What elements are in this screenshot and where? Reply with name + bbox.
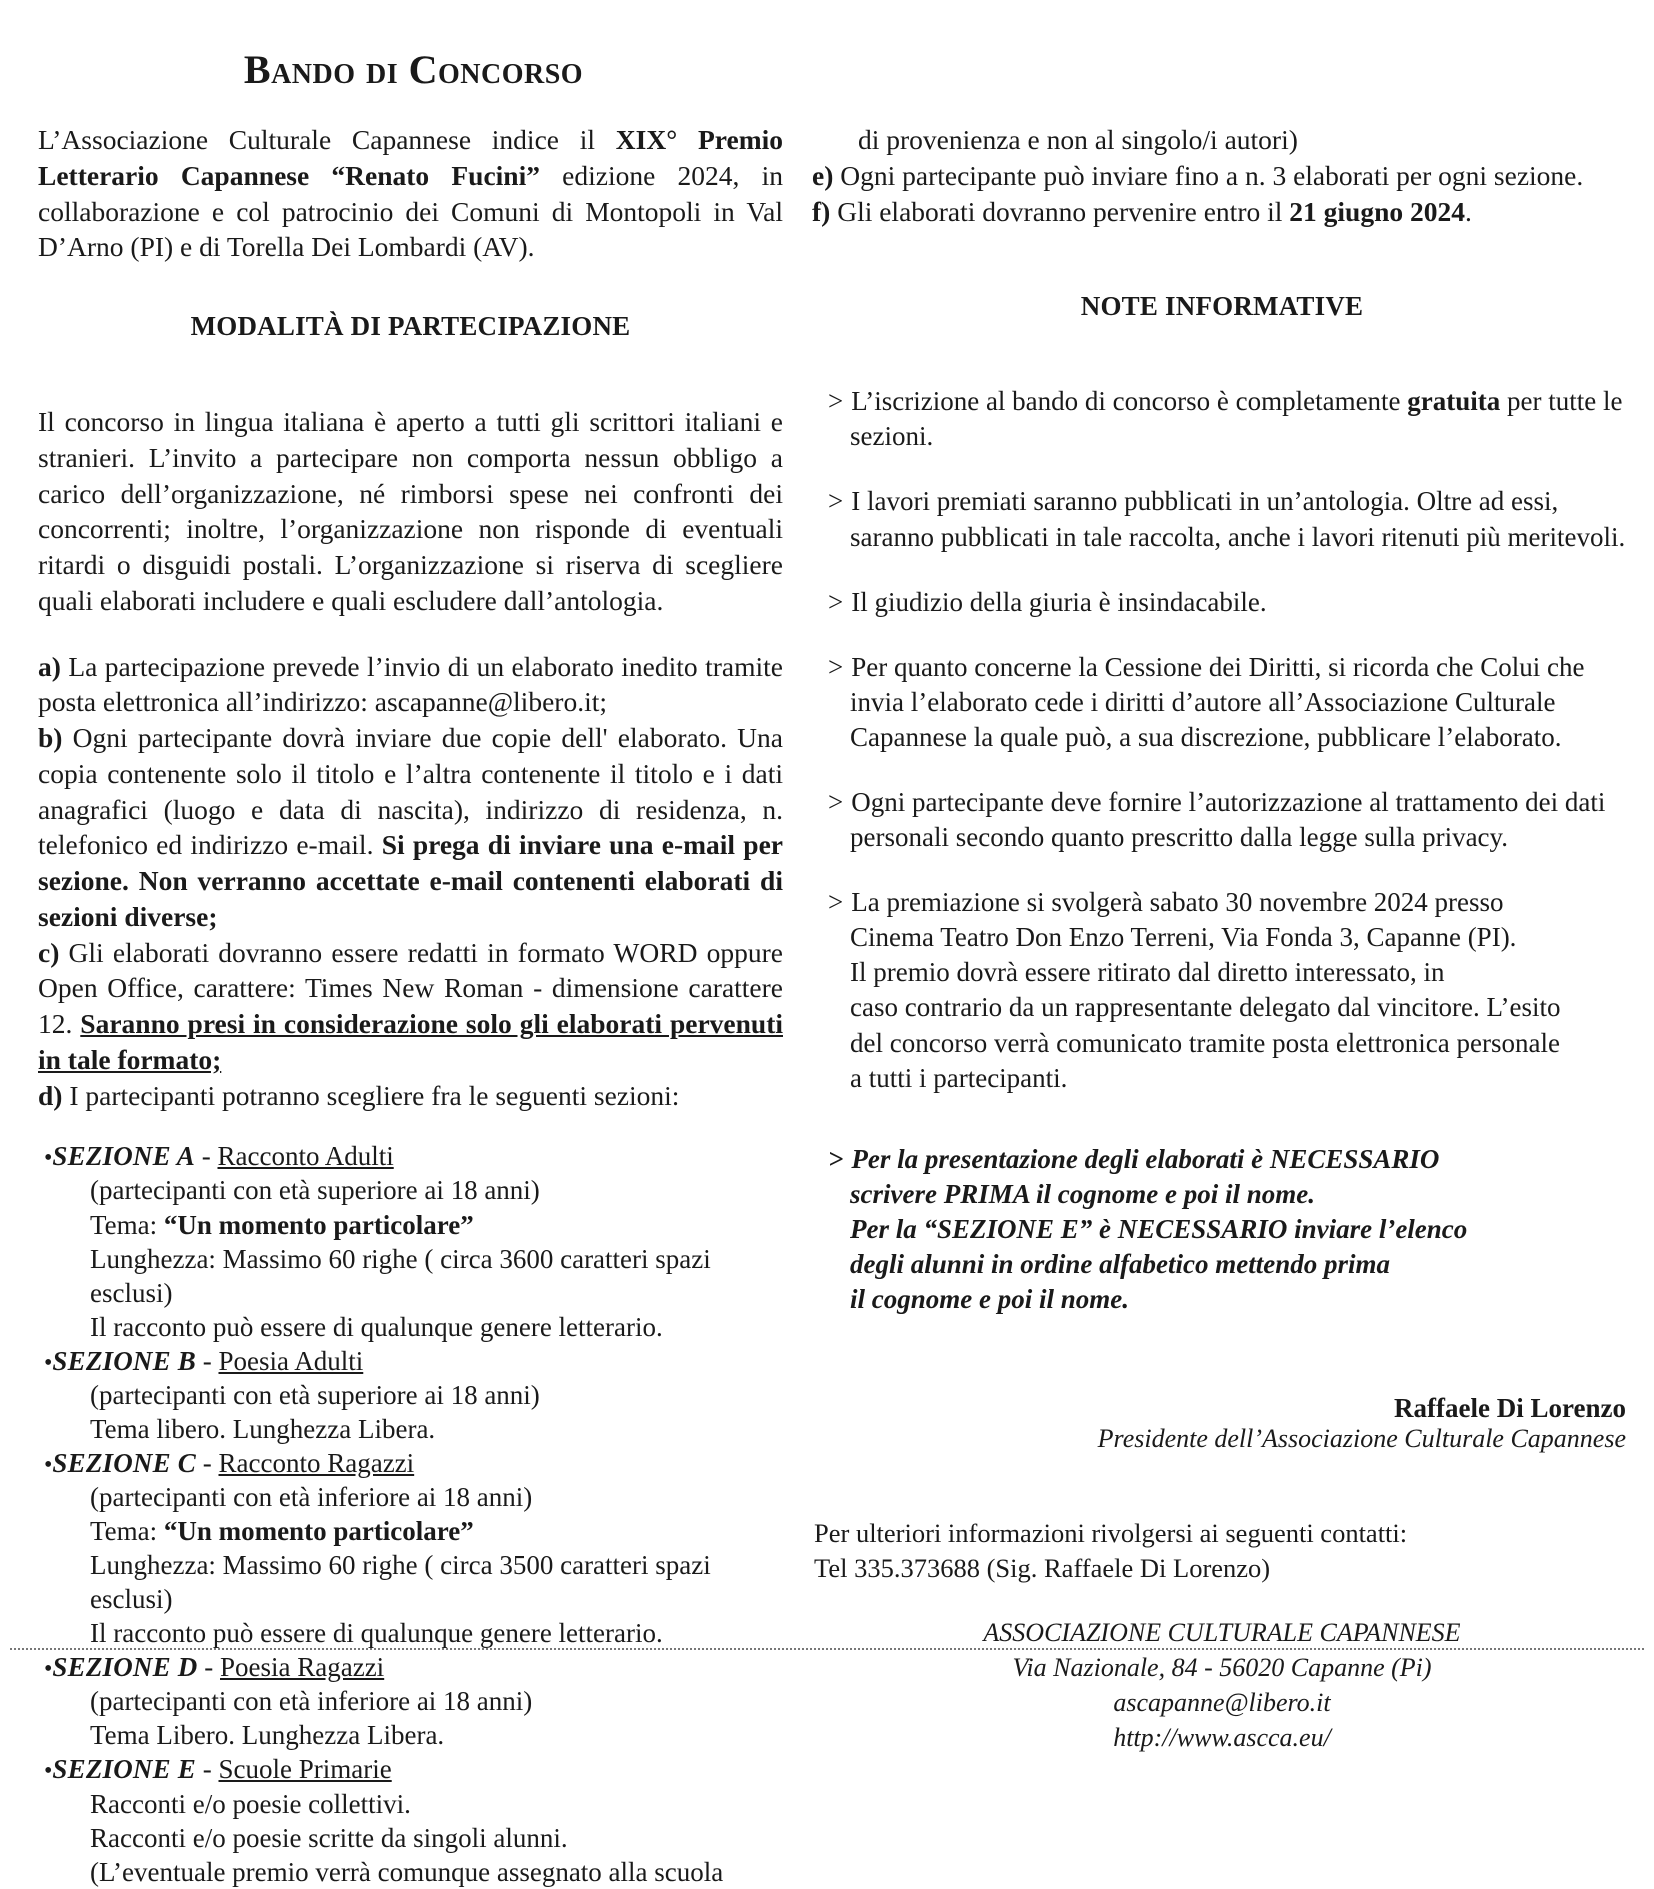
- section-c-line-1: Lunghezza: Massimo 60 righe ( circa 3500 caratteri spazi esclusi): [90, 1550, 711, 1615]
- spacer: [38, 342, 783, 404]
- bullet-icon: •: [44, 1451, 53, 1478]
- note-premiazione: [812, 885, 1632, 1096]
- note-4-text: Ogni partecipante deve fornire l’autorizzazione al trattamento dei dati personali secondo quanto prescritto dalla legge sulla privacy.: [850, 787, 1606, 853]
- spacer: [38, 265, 783, 311]
- bottom-divider: [10, 1648, 1644, 1650]
- item-c-emphasis: Saranno presi in considerazione solo gli elaborati pervenuti in tale formato;: [38, 1008, 783, 1075]
- bullet-icon: •: [44, 1145, 53, 1172]
- item-d-text: I partecipanti potranno scegliere fra le seguenti sezioni:: [62, 1079, 680, 1111]
- item-a: [38, 649, 783, 721]
- right-column: [812, 122, 1632, 1755]
- section-d-name: SEZIONE D: [52, 1652, 198, 1683]
- spacer: [38, 619, 783, 649]
- note-0-text-1: L’iscrizione al bando di concorso è completamente: [851, 386, 1408, 417]
- section-d-line-1: Tema Libero. Lunghezza Libera.: [90, 1720, 445, 1751]
- note-item-2: [812, 585, 1632, 620]
- chevron-right-icon: >: [828, 787, 844, 817]
- contact-intro: Per ulteriori informazioni rivolgersi ai seguenti contatti:: [814, 1518, 1408, 1549]
- section-e-header: [38, 1752, 783, 1786]
- item-b-label: b): [38, 722, 63, 753]
- signature-name: Raffaele Di Lorenzo: [1394, 1393, 1626, 1424]
- bullet-icon: •: [44, 1349, 53, 1376]
- sections-list: [38, 1139, 783, 1888]
- section-e-line-1: Racconti e/o poesie scritte da singoli alunni.: [90, 1822, 568, 1853]
- section-d-header: [38, 1650, 783, 1684]
- association-name: ASSOCIAZIONE CULTURALE CAPANNESE: [983, 1618, 1461, 1648]
- chevron-right-icon: >: [828, 586, 844, 617]
- section-c-tema-label: Tema:: [90, 1516, 164, 1547]
- spacer: [812, 1347, 1632, 1393]
- section-e-category: Scuole Primarie: [218, 1754, 392, 1785]
- note-item-1: [812, 484, 1632, 554]
- item-c-text: Gli elaborati dovranno essere redatti in formato WORD oppure Open Office, carattere: Times New Roman - dimensione carattere 12.: [38, 936, 783, 1039]
- spacer: [812, 1454, 1632, 1516]
- section-a-line-2: Il racconto può essere di qualunque genere letterario.: [90, 1311, 663, 1342]
- item-e-label: e): [812, 159, 834, 191]
- section-b-dash: -: [196, 1345, 219, 1376]
- prize-name: XIX° Premio Letterario Capannese “Renato Fucini”: [38, 124, 783, 191]
- note-1-text: I lavori premiati saranno pubblicati in un’antologia. Oltre ad essi, saranno pubblicati in tale raccolta, anche i lavori ritenuti più meritevoli.: [850, 486, 1626, 552]
- item-b-text: Ogni partecipante dovrà inviare due copie dell' elaborato. Una copia contenente solo il titolo e l’altra contenente il titolo e i dati anagrafici (luogo e data di nascita), indirizzo di residenza, n. telefonico ed indirizzo e-mail.: [38, 722, 783, 861]
- necessario-line-2: Per la “SEZIONE E” è NECESSARIO inviare l’elenco: [850, 1213, 1468, 1244]
- premiazione-line-3: caso contrario da un rappresentante delegato dal vincitore. L’esito: [850, 992, 1561, 1023]
- premiazione-line-1: Cinema Teatro Don Enzo Terreni, Via Fonda 3, Capanne (PI).: [850, 922, 1517, 953]
- signature-role: Presidente dell’Associazione Culturale Capannese: [1097, 1424, 1626, 1454]
- section-c-tema-value: “Un momento particolare”: [163, 1516, 474, 1547]
- intro-part-1: L’Associazione Culturale Capannese indice il: [38, 124, 616, 155]
- bullet-icon: •: [44, 1656, 53, 1683]
- chevron-right-icon: >: [828, 651, 844, 682]
- item-b: [38, 720, 783, 935]
- continuation-line: di provenienza e non al singolo/i autori): [858, 124, 1298, 155]
- section-b-name: SEZIONE B: [52, 1345, 196, 1376]
- section-a-tema-value: “Un momento particolare”: [163, 1209, 474, 1240]
- section-e-line-0: Racconti e/o poesie collettivi.: [90, 1788, 411, 1819]
- bullet-icon: •: [44, 1758, 53, 1785]
- section-a-category: Racconto Adulti: [217, 1141, 394, 1172]
- contact-phone: Tel 335.373688 (Sig. Raffaele Di Lorenzo): [814, 1553, 1271, 1584]
- item-f-text-2: .: [1465, 195, 1472, 227]
- note-item-3: [812, 650, 1632, 755]
- note-0-text-2: per tutte le sezioni.: [850, 386, 1623, 452]
- note-item-4: [812, 785, 1632, 855]
- section-c-category: Racconto Ragazzi: [218, 1447, 415, 1478]
- note-0-bold: gratuita: [1407, 386, 1501, 417]
- item-c-label: c): [38, 936, 60, 968]
- section-entry-b: [38, 1344, 783, 1446]
- section-c-header: [38, 1446, 783, 1480]
- item-f: [812, 194, 1632, 230]
- necessario-line-4: il cognome e poi il nome.: [850, 1284, 1129, 1315]
- item-b-emphasis: Si prega di inviare una e-mail per sezione. Non verranno accettate e-mail contenenti elaborati di sezioni diverse;: [38, 829, 783, 932]
- section-c-dash: -: [196, 1447, 219, 1478]
- association-email[interactable]: ascapanne@libero.it: [1113, 1687, 1331, 1717]
- item-a-text: La partecipazione prevede l’invio di un elaborato inedito tramite posta elettronica all’indirizzo: ascapanne@libero.it;: [38, 650, 783, 718]
- general-paragraph: Il concorso in lingua italiana è aperto a tutti gli scrittori italiani e stranieri. L’invito a partecipare non comporta nessun obbligo a carico dell’organizzazione, né rimborsi spese nei confronti dei concorrenti; inoltre, l’organizzazione non risponde di eventuali ritardi o disguidi postali. L’organizzazione si riserva di scegliere quali elaborati includere e quali escludere dall’antologia.: [38, 406, 783, 616]
- premiazione-line-5: a tutti i partecipanti.: [850, 1062, 1068, 1093]
- premiazione-line-0: La premiazione si svolgerà sabato 30 novembre 2024 presso: [851, 887, 1504, 918]
- deadline-date: 21 giugno 2024: [1289, 195, 1465, 227]
- premiazione-line-2: Il premio dovrà essere ritirato dal diretto interessato, in: [850, 957, 1445, 988]
- intro-part-3: edizione 2024, in collaborazione e col patrocinio dei Comuni di Montopoli in Val D’Arno (PI) e di Torella Dei Lombardi (AV).: [38, 159, 783, 263]
- page-title: Bando di Concorso: [243, 47, 584, 92]
- necessario-line-0: Per la presentazione degli elaborati è NECESSARIO: [851, 1143, 1440, 1174]
- spacer: [812, 1126, 1632, 1142]
- section-c-line-0: (partecipanti con età inferiore ai 18 anni): [90, 1482, 533, 1513]
- association-website[interactable]: http://www.ascca.eu/: [1113, 1722, 1331, 1752]
- section-entry-a: [38, 1139, 783, 1343]
- note-necessario: [812, 1142, 1632, 1317]
- section-a-name: SEZIONE A: [52, 1141, 195, 1172]
- section-a-line-1: Lunghezza: Massimo 60 righe ( circa 3600 caratteri spazi esclusi): [90, 1243, 711, 1308]
- section-entry-d: [38, 1650, 783, 1752]
- section-b-category: Poesia Adulti: [218, 1345, 364, 1376]
- note-3-text: Per quanto concerne la Cessione dei Diritti, si ricorda che Colui che invia l’elaborato cede i diritti d’autore all’Associazione Culturale Capannese la quale può, a sua discrezione, pubblicare l’elaborato.: [850, 651, 1585, 752]
- item-d: [38, 1078, 783, 1114]
- premiazione-line-4: del concorso verrà comunicato tramite posta elettronica personale: [850, 1027, 1560, 1058]
- item-e-text: Ogni partecipante può inviare fino a n. 3 elaborati per ogni sezione.: [833, 159, 1584, 191]
- section-heading-modalita: MODALITÀ DI PARTECIPAZIONE: [190, 311, 631, 341]
- section-d-line-0: (partecipanti con età inferiore ai 18 anni): [90, 1686, 533, 1717]
- spacer: [812, 229, 1632, 291]
- section-b-line-1: Tema libero. Lunghezza Libera.: [90, 1413, 436, 1444]
- section-e-dash: -: [196, 1754, 219, 1785]
- section-d-category: Poesia Ragazzi: [220, 1652, 385, 1683]
- section-a-tema-label: Tema:: [90, 1209, 164, 1240]
- section-c-tema: [38, 1514, 783, 1548]
- left-column: [38, 122, 783, 1889]
- note-2-text: Il giudizio della giuria è insindacabile.: [851, 586, 1267, 617]
- item-d-label: d): [38, 1079, 63, 1111]
- chevron-right-icon: >: [828, 486, 844, 517]
- item-a-label: a): [38, 650, 61, 682]
- section-c-line-2: Il racconto può essere di qualunque genere letterario.: [90, 1618, 663, 1649]
- necessario-line-3: degli alunni in ordine alfabetico mettendo prima: [850, 1249, 1391, 1280]
- chevron-right-icon: >: [828, 887, 844, 918]
- item-f-label: f): [812, 195, 831, 227]
- note-item-0: [812, 384, 1632, 454]
- item-e: [812, 158, 1632, 194]
- section-a-line-0: (partecipanti con età superiore ai 18 anni): [90, 1175, 540, 1206]
- association-address: Via Nazionale, 84 - 56020 Capanne (Pi): [1012, 1652, 1432, 1682]
- chevron-right-icon: >: [828, 1143, 844, 1174]
- item-f-text-1: Gli elaborati dovranno pervenire entro il: [830, 195, 1290, 227]
- section-b-header: [38, 1344, 783, 1378]
- section-e-line-2: (L’eventuale premio verrà comunque assegnato alla scuola: [90, 1856, 724, 1887]
- section-entry-c: [38, 1446, 783, 1650]
- section-c-name: SEZIONE C: [52, 1447, 196, 1478]
- spacer: [812, 1586, 1632, 1616]
- section-a-header: [38, 1139, 783, 1173]
- section-heading-note: NOTE INFORMATIVE: [1080, 291, 1364, 322]
- chevron-right-icon: >: [828, 386, 844, 417]
- necessario-line-1: scrivere PRIMA il cognome e poi il nome.: [850, 1178, 1315, 1209]
- section-a-tema: [38, 1208, 783, 1242]
- section-d-dash: -: [197, 1652, 220, 1683]
- section-b-line-0: (partecipanti con età superiore ai 18 anni): [90, 1379, 540, 1410]
- item-c: [38, 935, 783, 1078]
- section-e-name: SEZIONE E: [52, 1754, 196, 1785]
- section-entry-e: [38, 1752, 783, 1888]
- section-a-dash: -: [195, 1141, 218, 1172]
- spacer: [812, 322, 1632, 384]
- intro-paragraph: [38, 122, 783, 265]
